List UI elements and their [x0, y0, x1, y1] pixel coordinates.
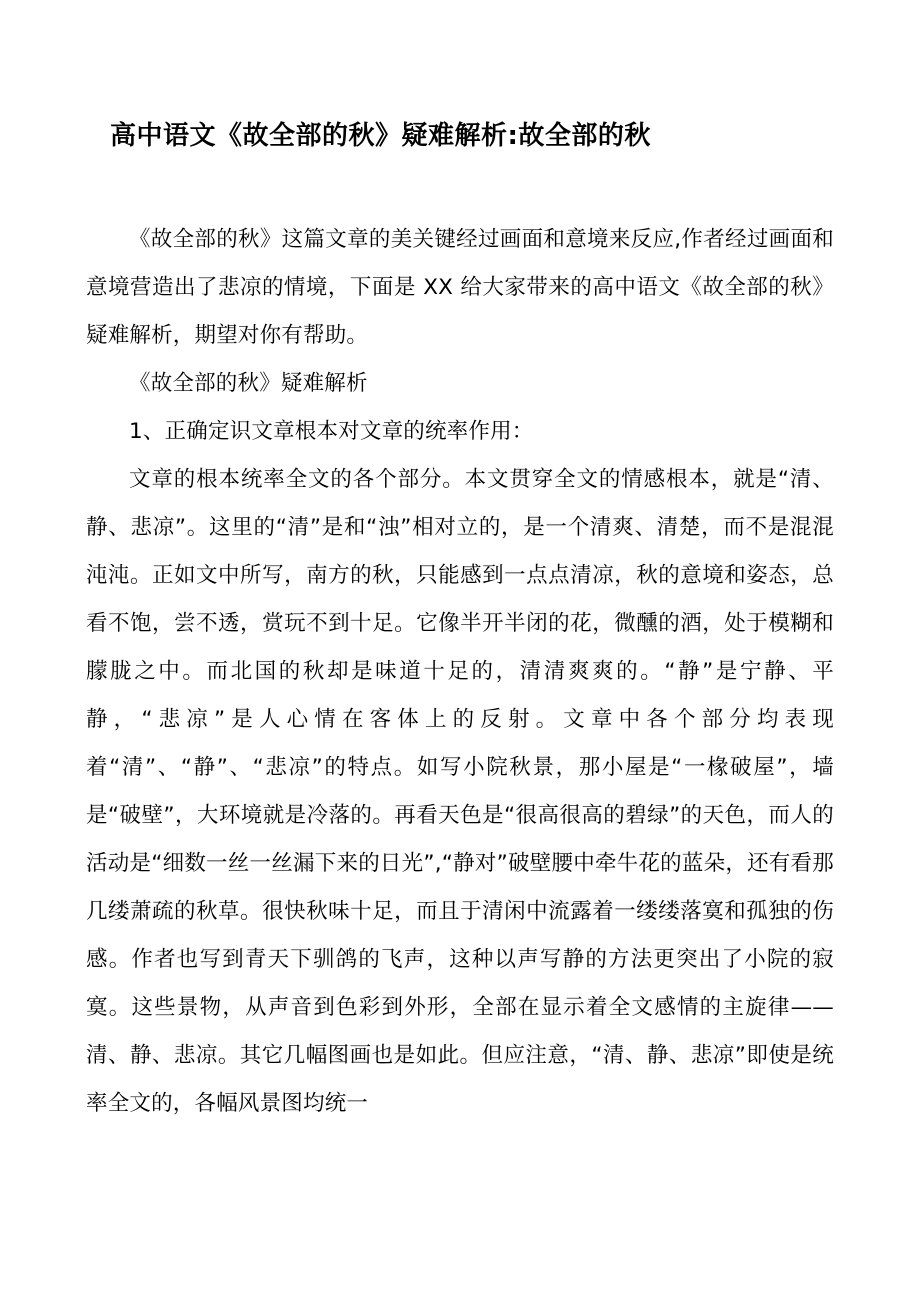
- paragraph-item-1: 1、正确定识文章根本对文章的统率作用：: [129, 419, 534, 445]
- paragraph-subtitle: 《故全部的秋》疑难解析: [129, 371, 368, 397]
- page-title: 高中语文《故全部的秋》疑难解析:故全部的秋: [110, 121, 651, 151]
- paragraph-intro: 《故全部的秋》这篇文章的美关键经过画面和意境来反应,作者经过画面和意境营造出了悲凉的情境，下面是 XX 给大家带来的高中语文《故全部的秋》疑难解析，期望对你有帮助。: [86, 227, 834, 349]
- document-body: [86, 216, 834, 1128]
- paragraph-analysis: 文章的根本统率全文的各个部分。本文贯穿全文的情感根本，就是“清、静、悲凉”。这里的“清”是和“浊”相对立的，是一个清爽、清楚，而不是混混沌沌。正如文中所写，南方的秋，只能感到一点点清凉，秋的意境和姿态，总看不饱，尝不透，赏玩不到十足。它像半开半闭的花，微醺的酒，处于模糊和朦胧之中。而北国的秋却是味道十足的，清清爽爽的。“静”是宁静、平静，“悲凉”是人心情在客体上的反射。文章中各个部分均表现着“清”、“静”、“悲凉”的特点。如写小院秋景，那小屋是“一椽破屋”，墙是“破壁”，大环境就是冷落的。再看天色是“很高很高的碧绿”的天色，而人的活动是“细数一丝一丝漏下来的日光”,“静对”破壁腰中牵牛花的蓝朵，还有看那几缕萧疏的秋草。很快秋味十足，而且于清闲中流露着一缕缕落寞和孤独的伤感。作者也写到青天下驯鸽的飞声，这种以声写静的方法更突出了小院的寂寞。这些景物，从声音到色彩到外形，全部在显示着全文感情的主旋律——清、静、悲凉。其它几幅图画也是如此。但应注意，“清、静、悲凉”即使是统率全文的，各幅风景图均统一: [86, 467, 834, 1117]
